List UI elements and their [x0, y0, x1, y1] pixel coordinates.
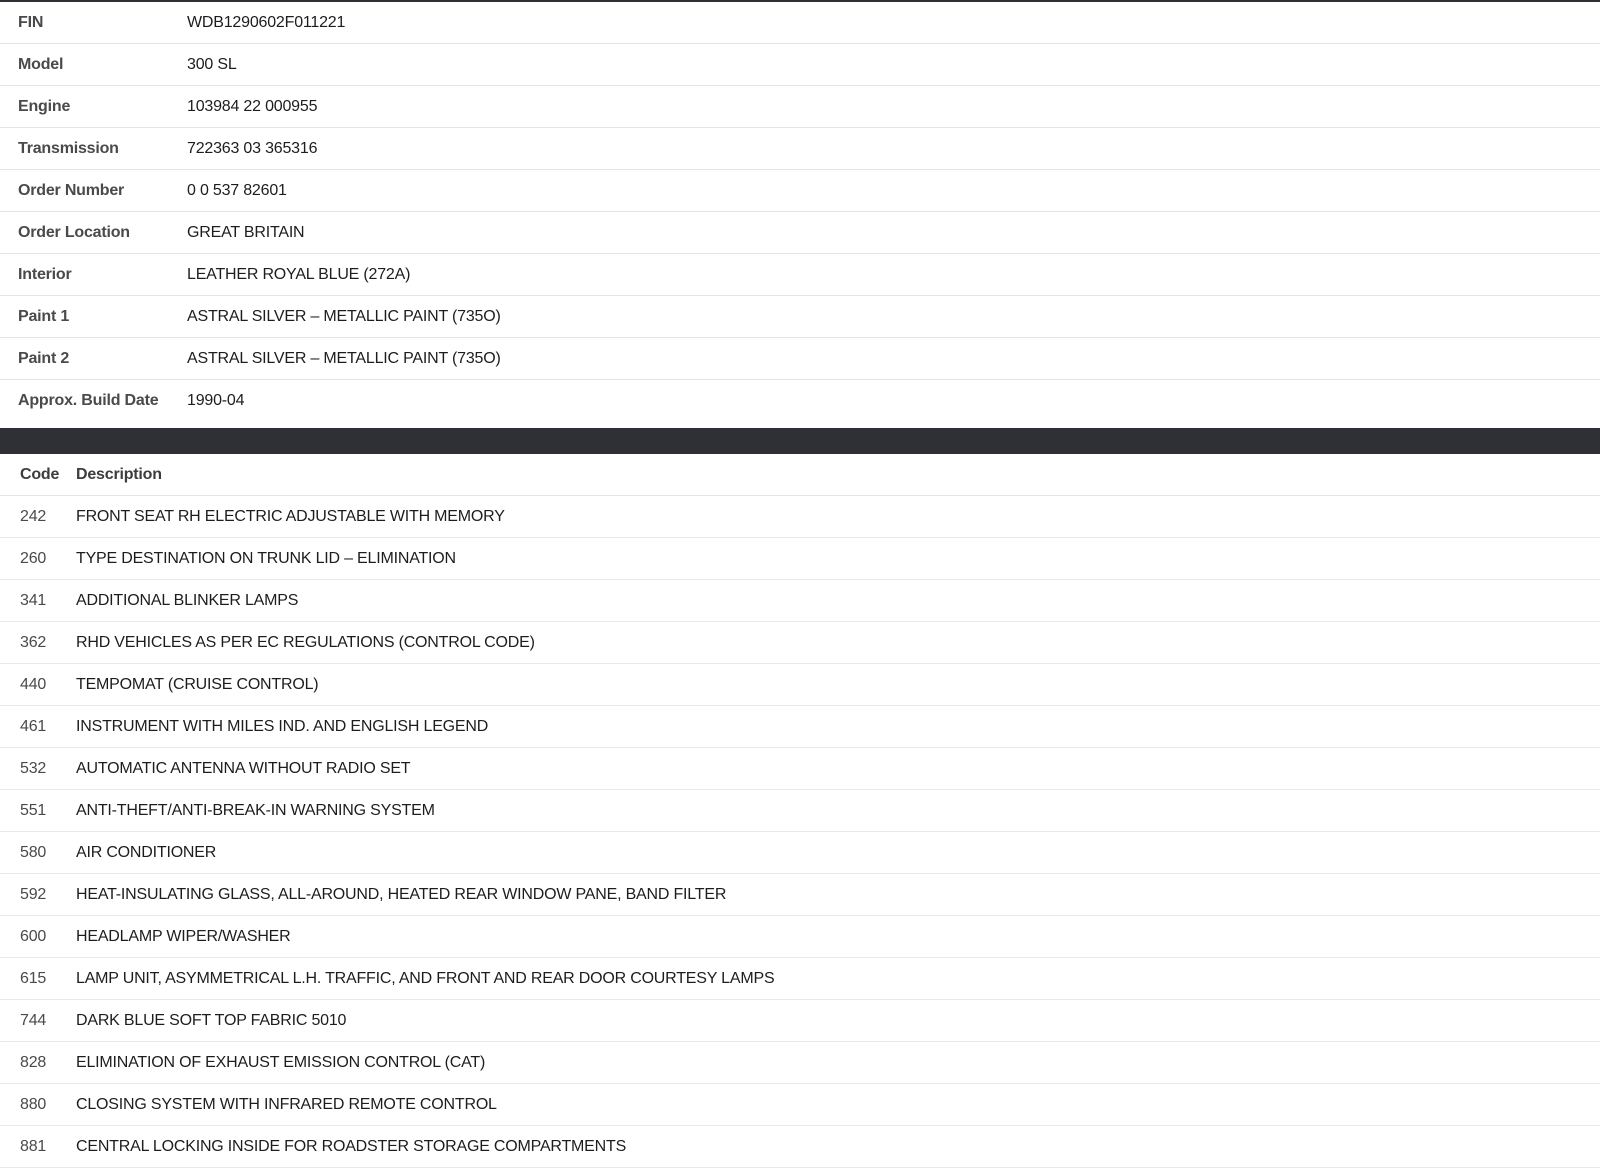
vehicle-info-value: ASTRAL SILVER – METALLIC PAINT (735O): [187, 307, 501, 325]
option-code-row: [0, 958, 1600, 1000]
option-code: 461: [20, 717, 47, 735]
option-description: RHD VEHICLES AS PER EC REGULATIONS (CONTROL CODE): [76, 633, 535, 651]
option-code-rows: [0, 496, 1600, 1168]
vehicle-info-value: WDB1290602F011221: [187, 13, 346, 31]
option-description: AIR CONDITIONER: [76, 843, 217, 861]
option-code-row: [0, 1042, 1600, 1084]
option-code-row: [0, 622, 1600, 664]
vehicle-info-value: 103984 22 000955: [187, 97, 318, 115]
option-code: 362: [20, 633, 47, 651]
option-code: 580: [20, 843, 47, 861]
option-description: ADDITIONAL BLINKER LAMPS: [76, 591, 299, 609]
option-code: 440: [20, 675, 47, 693]
option-code: 828: [20, 1053, 47, 1071]
option-code-row: [0, 1000, 1600, 1042]
option-code-row: [0, 538, 1600, 580]
description-column-header: Description: [76, 465, 162, 483]
option-code-row: [0, 580, 1600, 622]
option-code-row: [0, 496, 1600, 538]
option-description: AUTOMATIC ANTENNA WITHOUT RADIO SET: [76, 759, 411, 777]
option-code: 532: [20, 759, 47, 777]
option-description: TYPE DESTINATION ON TRUNK LID – ELIMINATION: [76, 549, 456, 567]
vehicle-info-label: Order Location: [18, 223, 130, 241]
option-code: 615: [20, 969, 47, 987]
option-description: ANTI-THEFT/ANTI-BREAK-IN WARNING SYSTEM: [76, 801, 435, 819]
option-code-row: [0, 832, 1600, 874]
option-code: 551: [20, 801, 47, 819]
option-description: HEAT-INSULATING GLASS, ALL-AROUND, HEATED REAR WINDOW PANE, BAND FILTER: [76, 885, 727, 903]
code-column-header: Code: [20, 465, 60, 483]
vehicle-info-rows: [0, 2, 1600, 422]
vehicle-info-value: GREAT BRITAIN: [187, 223, 305, 241]
vehicle-info-row: [0, 338, 1600, 380]
vehicle-info-label: Order Number: [18, 181, 125, 199]
vehicle-info-row: [0, 170, 1600, 212]
vehicle-info-value: 1990-04: [187, 392, 245, 409]
option-code: 341: [20, 591, 47, 609]
vehicle-info-row: [0, 380, 1600, 422]
option-description: FRONT SEAT RH ELECTRIC ADJUSTABLE WITH MEMORY: [76, 507, 505, 525]
vehicle-info-row: [0, 212, 1600, 254]
option-code: 592: [20, 885, 47, 903]
option-code-row: [0, 790, 1600, 832]
vehicle-info-label: Approx. Build Date: [18, 392, 159, 409]
vehicle-info-row: [0, 296, 1600, 338]
option-code: 880: [20, 1095, 47, 1113]
vehicle-info-value: 722363 03 365316: [187, 139, 318, 157]
vehicle-info-value: 300 SL: [187, 55, 237, 73]
vehicle-info-value: 0 0 537 82601: [187, 181, 287, 199]
vehicle-info-value: ASTRAL SILVER – METALLIC PAINT (735O): [187, 349, 501, 367]
vehicle-info-row: [0, 44, 1600, 86]
option-description: INSTRUMENT WITH MILES IND. AND ENGLISH LEGEND: [76, 717, 489, 735]
option-code: 600: [20, 927, 47, 945]
option-description: TEMPOMAT (CRUISE CONTROL): [76, 675, 319, 693]
option-code-row: [0, 1084, 1600, 1126]
option-code-row: [0, 874, 1600, 916]
vehicle-info-label: Paint 2: [18, 349, 70, 367]
vehicle-info-row: [0, 86, 1600, 128]
vehicle-info-row: [0, 2, 1600, 44]
vehicle-info-label: Interior: [18, 265, 72, 283]
vehicle-info-row: [0, 128, 1600, 170]
vehicle-info-label: Paint 1: [18, 307, 70, 325]
option-code: 881: [20, 1137, 47, 1155]
vehicle-info-value: LEATHER ROYAL BLUE (272A): [187, 265, 411, 283]
option-codes-table: [0, 454, 1600, 1168]
option-code-row: [0, 748, 1600, 790]
option-code: 260: [20, 549, 47, 567]
vehicle-info-table: [0, 2, 1600, 422]
option-codes-header-row: [0, 454, 1600, 496]
option-description: CLOSING SYSTEM WITH INFRARED REMOTE CONTROL: [76, 1095, 497, 1113]
vehicle-info-label: Engine: [18, 97, 71, 115]
section-divider-bar: [0, 428, 1600, 454]
option-code-row: [0, 664, 1600, 706]
option-code: 242: [20, 507, 47, 525]
option-code: 744: [20, 1011, 47, 1029]
option-description: DARK BLUE SOFT TOP FABRIC 5010: [76, 1011, 347, 1029]
option-description: HEADLAMP WIPER/WASHER: [76, 927, 291, 945]
option-description: LAMP UNIT, ASYMMETRICAL L.H. TRAFFIC, AND FRONT AND REAR DOOR COURTESY LAMPS: [76, 969, 775, 987]
option-code-row: [0, 916, 1600, 958]
option-description: CENTRAL LOCKING INSIDE FOR ROADSTER STORAGE COMPARTMENTS: [76, 1137, 627, 1155]
vehicle-info-label: Transmission: [18, 139, 119, 157]
vehicle-info-row: [0, 254, 1600, 296]
option-description: ELIMINATION OF EXHAUST EMISSION CONTROL (CAT): [76, 1053, 486, 1071]
option-code-row: [0, 1126, 1600, 1168]
vehicle-info-label: Model: [18, 55, 64, 73]
vehicle-info-label: FIN: [18, 13, 44, 31]
option-code-row: [0, 706, 1600, 748]
